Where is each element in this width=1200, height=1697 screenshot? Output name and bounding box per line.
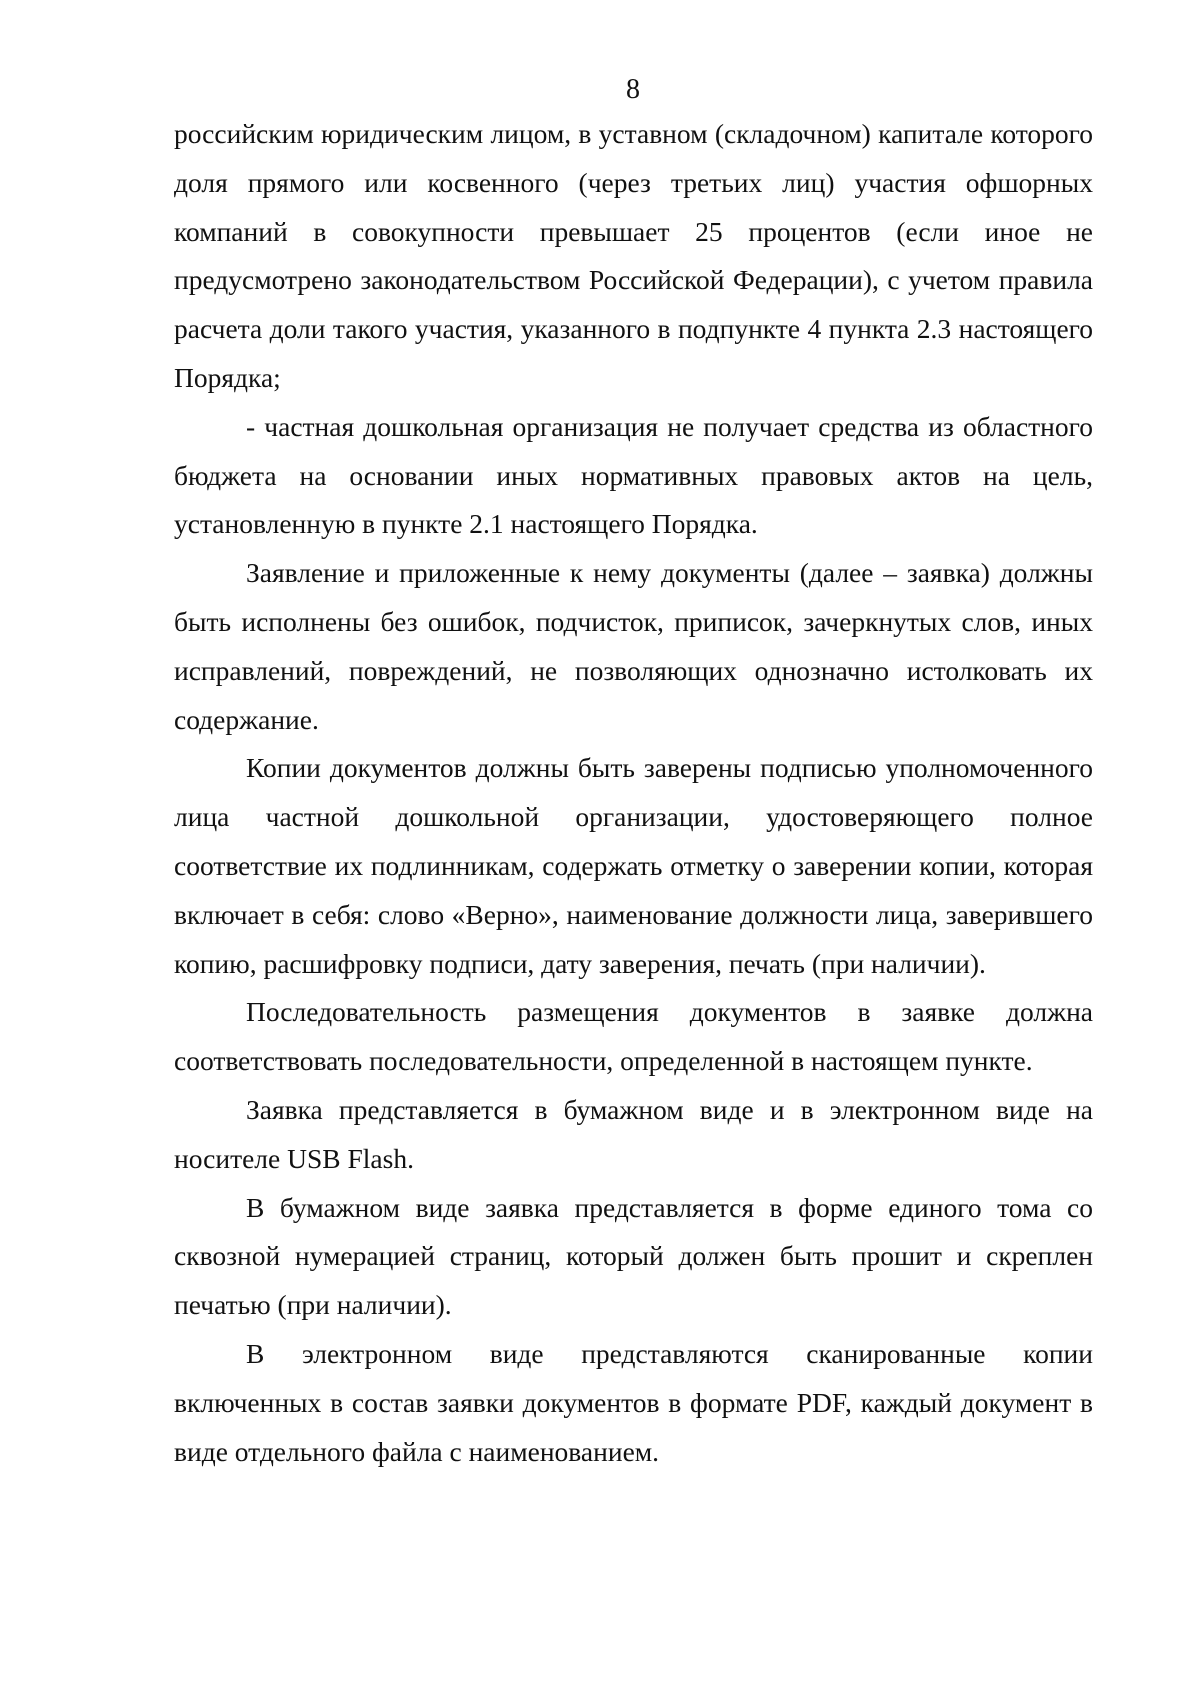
page-number: 8: [626, 74, 640, 105]
paragraph-continuation: российским юридическим лицом, в уставном (складочном) капитале которого доля прямого или косвенного (через третьих лиц) участия офшорных компаний в совокупности превышает 25 процентов (если иное не предусмотрено законодательством Российской Федерации), с учетом правила расчета доли такого участия, указанного в подпункте 4 пункта 2.3 настоящего Порядка;: [174, 118, 1093, 393]
paragraph-application-requirements: Заявление и приложенные к нему документы (далее – заявка) должны быть исполнены без ошибок, подчисток, приписок, зачеркнутых слов, иных исправлений, повреждений, не позволяющих однозначно истолковать их содержание.: [174, 557, 1093, 735]
paragraph-copies-certification: Копии документов должны быть заверены подписью уполномоченного лица частной дошкольной организации, удостоверяющего полное соответствие их подлинникам, содержать отметку о заверении копии, которая включает в себя: слово «Верно», наименование должности лица, заверившего копию, расшифровку подписи, дату заверения, печать (при наличии).: [174, 752, 1093, 979]
paragraph-paper-format: В бумажном виде заявка представляется в форме единого тома со сквозной нумерацией страниц, который должен быть прошит и скреплен печатью (при наличии).: [174, 1191, 1093, 1321]
paragraph-documents-order: Последовательность размещения документов в заявке должна соответствовать последовательности, определенной в настоящем пункте.: [174, 996, 1093, 1077]
paragraph-budget-condition: - частная дошкольная организация не получает средства из областного бюджета на основании иных нормативных правовых актов на цель, установленную в пункте 2.1 настоящего Порядка.: [174, 410, 1093, 540]
paragraph-electronic-format: В электронном виде представляются сканированные копии включенных в состав заявки документов в формате PDF, каждый документ в виде отдельного файла с наименованием.: [174, 1337, 1093, 1467]
paragraph-submission-format: Заявка представляется в бумажном виде и в электронном виде на носителе USB Flash.: [174, 1093, 1093, 1174]
document-body: [174, 110, 1093, 1476]
